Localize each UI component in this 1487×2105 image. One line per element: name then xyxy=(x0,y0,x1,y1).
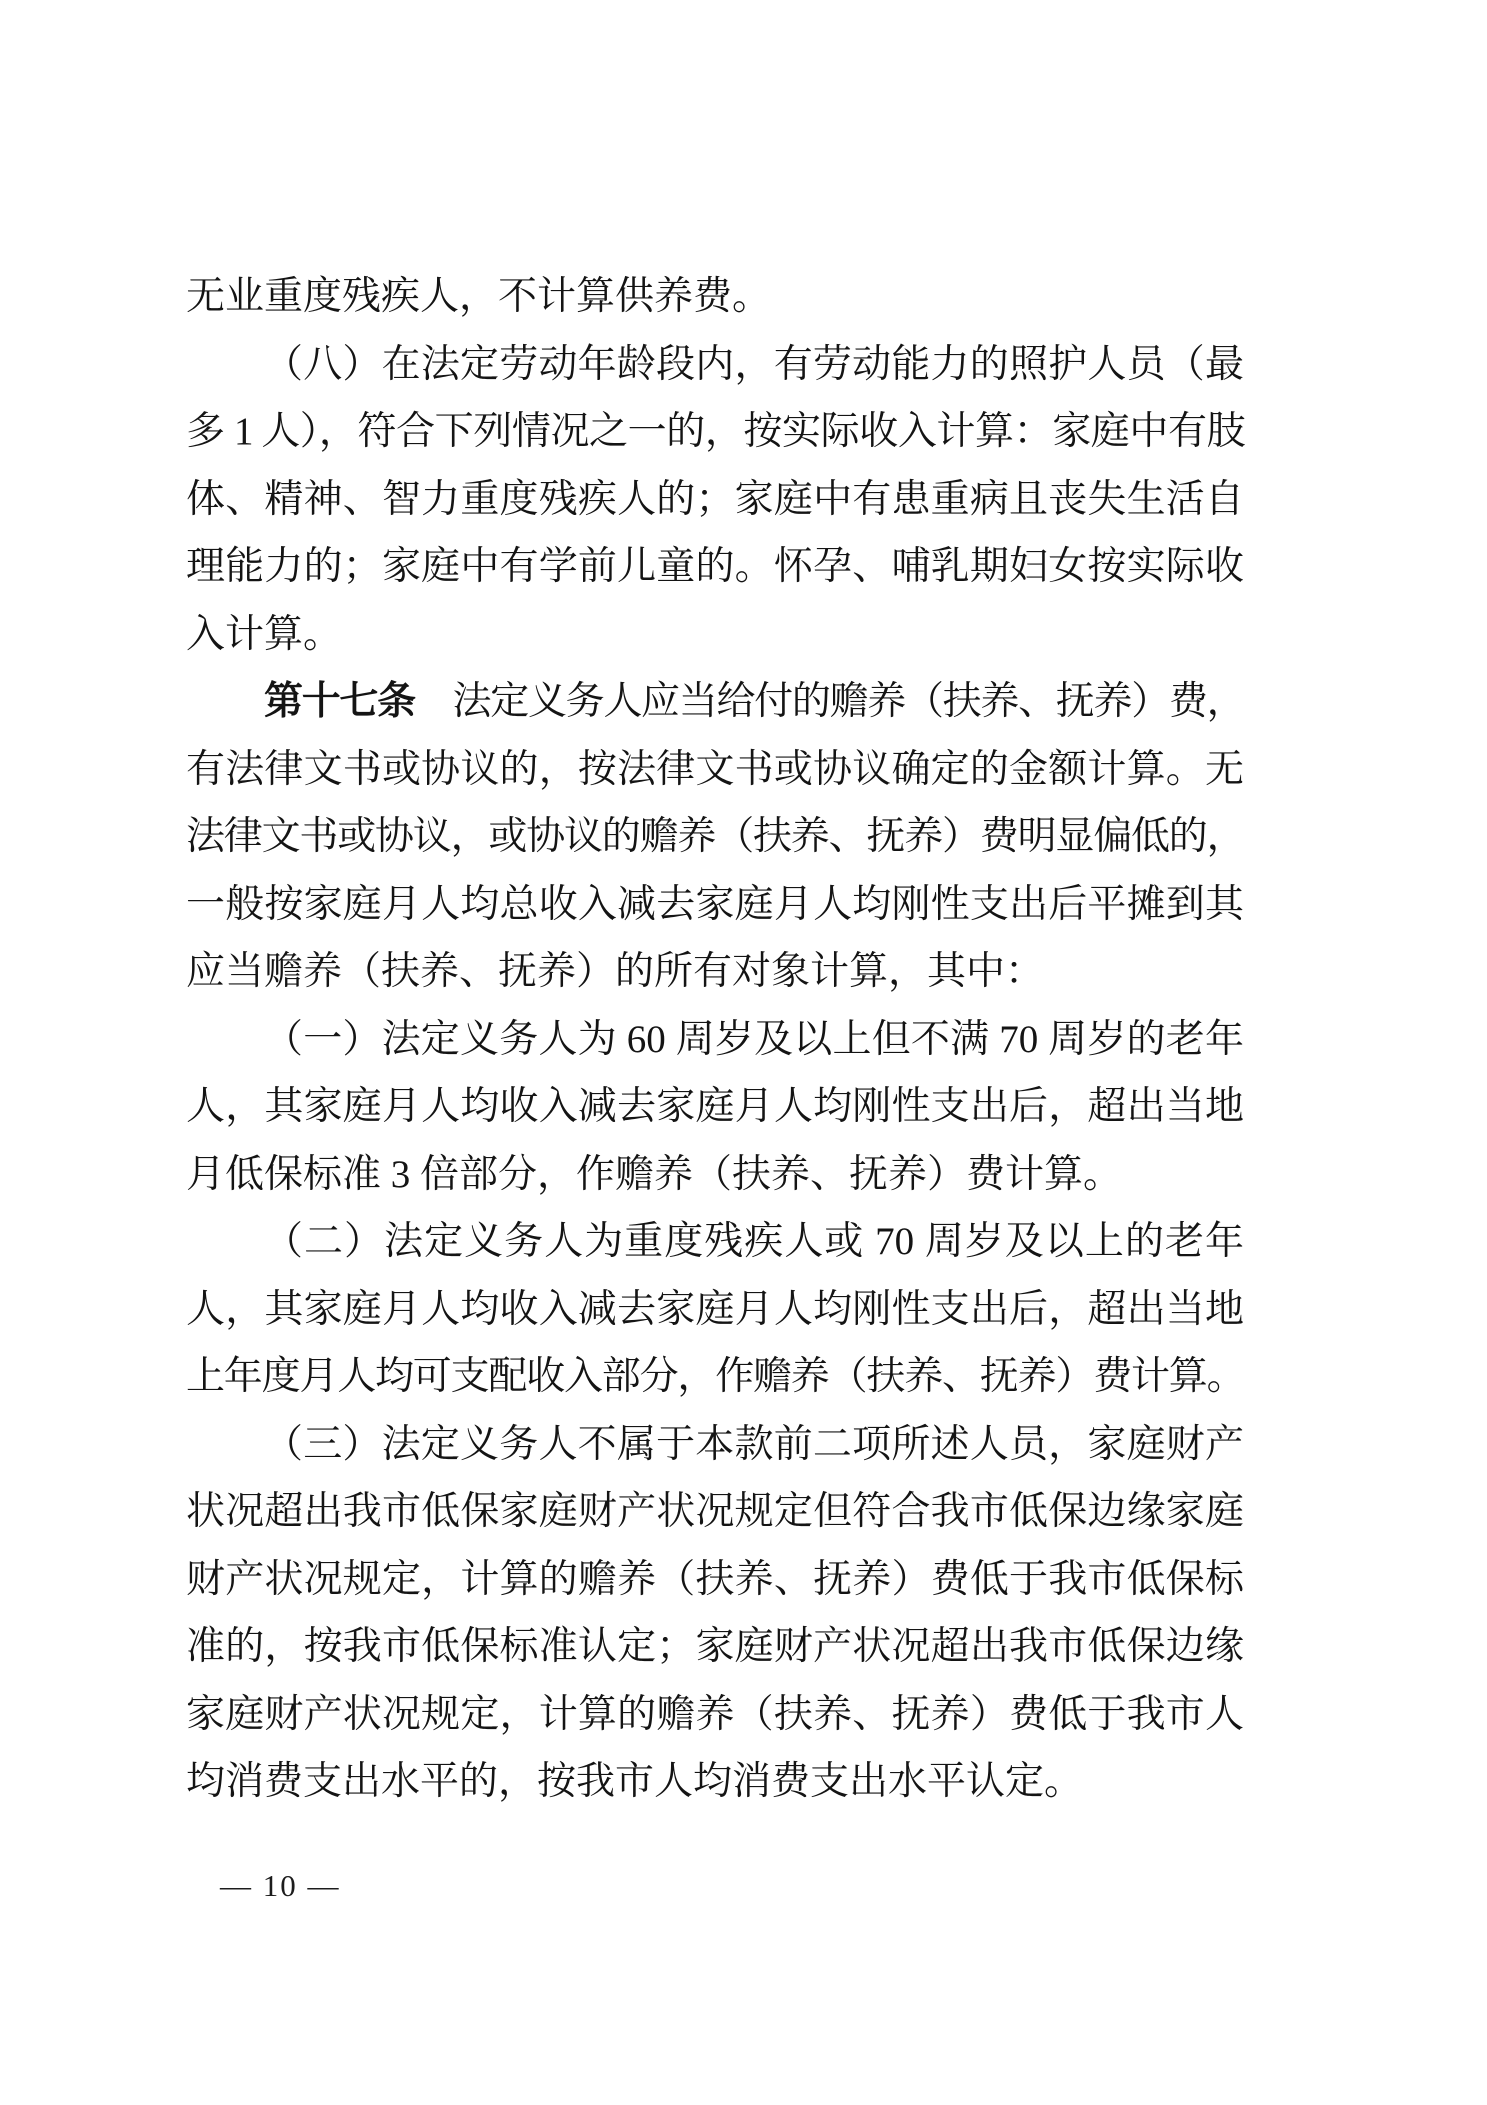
text-line xyxy=(186,1478,1244,1546)
text-line xyxy=(186,1343,1244,1411)
text-line xyxy=(186,533,1244,601)
line-text: （八）在法定劳动年龄段内，有劳动能力的照护人员（最 xyxy=(264,342,1244,386)
text-line xyxy=(186,1141,1244,1209)
text-line xyxy=(186,601,1244,669)
line-text: 财产状况规定，计算的赡养（扶养、抚养）费低于我市低保标 xyxy=(186,1557,1244,1601)
text-line xyxy=(186,1073,1244,1141)
line-text: 均消费支出水平的，按我市人均消费支出水平认定。 xyxy=(186,1760,1084,1803)
text-line xyxy=(186,1208,1244,1276)
line-text: （三）法定义务人不属于本款前二项所述人员，家庭财产 xyxy=(264,1422,1244,1466)
line-text: 一般按家庭月人均总收入减去家庭月人均刚性支出后平摊到其 xyxy=(186,882,1244,926)
line-text: （一）法定义务人为 60 周岁及以上但不满 70 周岁的老年 xyxy=(264,1017,1244,1061)
text-line xyxy=(186,398,1244,466)
text-line xyxy=(186,1546,1244,1614)
text-line xyxy=(186,803,1244,871)
line-text: 法定义务人应当给付的赡养（扶养、抚养）费， xyxy=(414,680,1244,723)
line-text: 家庭财产状况规定，计算的赡养（扶养、抚养）费低于我市人 xyxy=(186,1692,1244,1736)
line-text: 法律文书或协议，或协议的赡养（扶养、抚养）费明显偏低的， xyxy=(186,815,1244,858)
text-line xyxy=(186,668,1244,736)
line-text: 准的，按我市低保标准认定；家庭财产状况超出我市低保边缘 xyxy=(186,1625,1244,1668)
text-line xyxy=(186,736,1244,804)
line-text: 有法律文书或协议的，按法律文书或协议确定的金额计算。无 xyxy=(186,747,1244,791)
text-line xyxy=(186,1411,1244,1479)
text-line xyxy=(186,871,1244,939)
text-line xyxy=(186,466,1244,534)
document-body xyxy=(186,263,1244,1816)
text-line xyxy=(186,1748,1244,1816)
page-number: — 10 — xyxy=(220,1868,341,1903)
line-text: 体、精神、智力重度残疾人的；家庭中有患重病且丧失生活自 xyxy=(186,477,1244,521)
article-number: 第十七条 xyxy=(264,680,415,723)
text-line xyxy=(186,1276,1244,1344)
line-text: 状况超出我市低保家庭财产状况规定但符合我市低保边缘家庭 xyxy=(186,1490,1244,1533)
text-line xyxy=(186,938,1244,1006)
line-text: 人，其家庭月人均收入减去家庭月人均刚性支出后，超出当地 xyxy=(186,1287,1244,1331)
line-text: 理能力的；家庭中有学前儿童的。怀孕、哺乳期妇女按实际收 xyxy=(186,545,1244,588)
line-text: （二）法定义务人为重度残疾人或 70 周岁及以上的老年 xyxy=(264,1220,1244,1263)
line-text: 人，其家庭月人均收入减去家庭月人均刚性支出后，超出当地 xyxy=(186,1085,1244,1128)
line-text: 上年度月人均可支配收入部分，作赡养（扶养、抚养）费计算。 xyxy=(186,1355,1244,1398)
text-line xyxy=(186,1006,1244,1074)
text-line xyxy=(186,331,1244,399)
text-line xyxy=(186,1681,1244,1749)
text-line xyxy=(186,1613,1244,1681)
text-line xyxy=(186,263,1244,331)
line-text: 月低保标准 3 倍部分，作赡养（扶养、抚养）费计算。 xyxy=(186,1152,1123,1196)
line-text: 多 1 人），符合下列情况之一的，按实际收入计算：家庭中有肢 xyxy=(186,410,1244,453)
line-text: 入计算。 xyxy=(186,612,343,656)
line-text: 应当赡养（扶养、抚养）的所有对象计算，其中： xyxy=(186,950,1045,993)
line-text: 无业重度残疾人，不计算供养费。 xyxy=(186,275,772,318)
